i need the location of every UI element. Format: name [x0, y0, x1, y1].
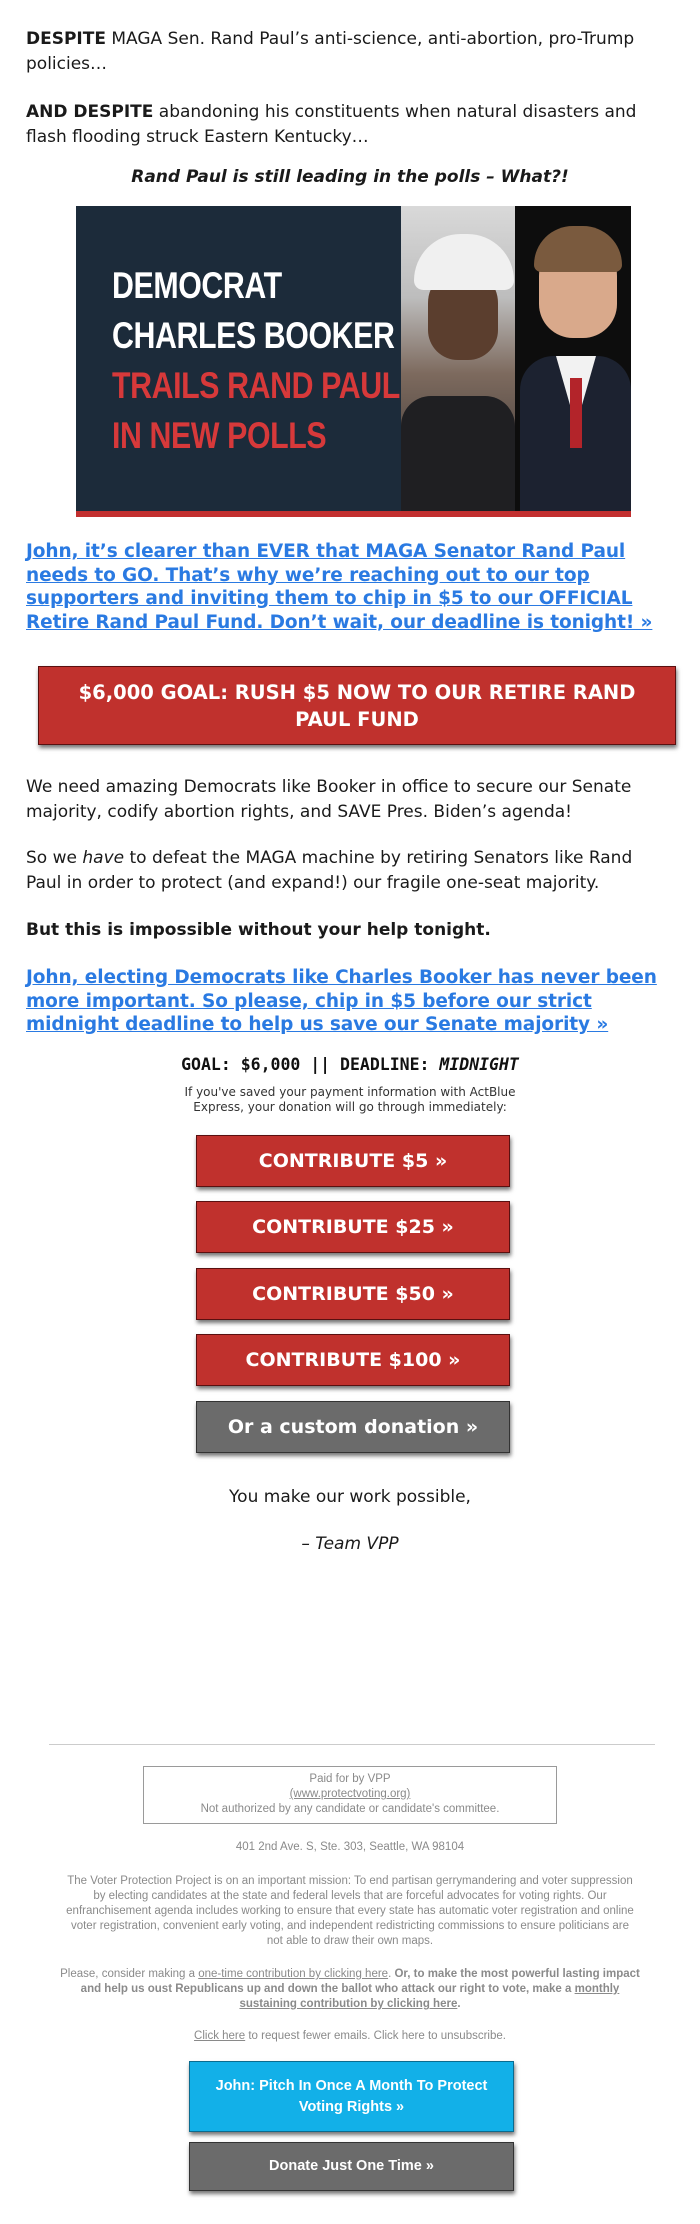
fewer-emails-link[interactable]: Click here	[194, 2030, 246, 2042]
defeat-text-b: to defeat the MAGA machine by retiring Senators like Rand Paul in order to protect (and expand!) our fragile one-seat majority.	[26, 848, 633, 893]
defeat-text-emphasis: have	[82, 848, 125, 868]
intro-lead-despite: DESPITE	[26, 29, 106, 49]
contribute-100-label: CONTRIBUTE $100 »	[245, 1349, 461, 1371]
hero-image[interactable]	[76, 206, 631, 517]
booker-photo-body	[401, 396, 515, 511]
hero-line-2: CHARLES BOOKER	[112, 315, 395, 356]
rand-paul-photo-tie	[570, 378, 582, 448]
impossible-paragraph: But this is impossible without your help tonight.	[26, 920, 491, 940]
charles-booker-link[interactable]: John, electing Democrats like Charles Booker has never been more important. So please, chip in $5 before our strict midnight deadline to help us save our Senate majority »	[26, 967, 657, 1035]
intro-paragraph-1	[26, 27, 666, 77]
custom-donation-label: Or a custom donation »	[227, 1416, 479, 1438]
monthly-donation-button[interactable]	[189, 2061, 514, 2132]
intro-text-2: abandoning his constituents when natural disasters and flash flooding struck Eastern Kentucky…	[26, 102, 637, 147]
one-time-contribution-link[interactable]: one-time contribution by clicking here	[198, 1968, 389, 1980]
contribute-50-button[interactable]	[196, 1268, 510, 1320]
defeat-maga-paragraph	[26, 846, 666, 896]
actblue-note: If you've saved your payment information with ActBlue Express, your donation will go through immediately:	[184, 1085, 516, 1114]
contribution-prompt	[60, 1967, 640, 2012]
contribute-25-label: CONTRIBUTE $25 »	[252, 1216, 454, 1238]
consider-bold-text: Or, to make the most powerful lasting impact and help us oust Republicans up and down the ballot who attack our right to vote, make a	[80, 1968, 640, 1995]
consider-text: Please, consider making a	[60, 1968, 199, 1980]
contribute-50-label: CONTRIBUTE $50 »	[252, 1283, 454, 1305]
contribute-25-button[interactable]	[196, 1201, 510, 1253]
contribute-100-button[interactable]	[196, 1334, 510, 1386]
goal-rush-button-label: $6,000 GOAL: RUSH $5 NOW TO OUR RETIRE RAND PAUL FUND	[78, 681, 636, 731]
contribute-5-button[interactable]	[196, 1135, 510, 1187]
goal-rush-button[interactable]	[38, 666, 676, 745]
hero-headline	[112, 261, 400, 461]
contribute-5-label: CONTRIBUTE $5 »	[258, 1150, 448, 1172]
goal-deadline-line	[0, 1055, 700, 1074]
one-time-donation-label: Donate Just One Time »	[269, 2158, 434, 2174]
address: 401 2nd Ave. S, Ste. 303, Seattle, WA 98104	[235, 1841, 465, 1853]
not-authorized-text: Not authorized by any candidate or candidate's committee.	[200, 1803, 500, 1815]
footer-divider	[49, 1744, 655, 1745]
monthly-contribution-link[interactable]: monthly sustaining contribution by clicking here	[239, 1983, 620, 2010]
site-link-row	[144, 1787, 556, 1802]
paid-for-box	[143, 1766, 557, 1824]
fewer-emails-text: to request fewer emails. Click here to unsubscribe.	[245, 2030, 506, 2042]
paid-for-text: Paid for by VPP	[309, 1773, 391, 1785]
consider-end: .	[457, 1998, 461, 2010]
hero-line-1: DEMOCRAT	[112, 265, 282, 306]
site-link[interactable]: (www.protectvoting.org)	[289, 1788, 411, 1800]
one-time-donation-button[interactable]	[189, 2142, 514, 2191]
need-democrats-paragraph: We need amazing Democrats like Booker in office to secure our Senate majority, codify abortion rights, and SAVE Pres. Biden’s agenda!	[26, 777, 632, 822]
intro-paragraph-2	[26, 100, 666, 150]
defeat-text-a: So we	[26, 848, 83, 868]
intro-text-1: MAGA Sen. Rand Paul’s anti-science, anti-abortion, pro-Trump policies…	[26, 29, 635, 74]
headline: Rand Paul is still leading in the polls – What?!	[131, 167, 569, 187]
signature: – Team VPP	[301, 1534, 399, 1554]
intro-lead-and-despite: AND DESPITE	[26, 102, 154, 122]
retire-rand-paul-link[interactable]: John, it’s clearer than EVER that MAGA Senator Rand Paul needs to GO. That’s why we’re reaching out to our top supporters and inviting them to chip in $5 to our OFFICIAL Retire Rand Paul Fund. Don’t wait, our deadline is tonight! »	[26, 541, 653, 633]
mission-statement: The Voter Protection Project is on an important mission: To end partisan gerrymandering and voter suppression by electing candidates at the state and federal levels that are forceful advocates for voting rights. Our enfranchisement agenda includes working to ensure that every state has automatic voter registration and online voter registration, convenient early voting, and independent redistricting commissions to ensure politicians are not able to draw their own maps.	[66, 1875, 634, 1947]
signoff: You make our work possible,	[229, 1487, 471, 1507]
custom-donation-button[interactable]	[196, 1401, 510, 1453]
hero-line-3: TRAILS RAND PAUL	[112, 365, 400, 406]
email-preferences	[0, 2029, 700, 2044]
hero-line-4: IN NEW POLLS	[112, 415, 327, 456]
consider-text-b: .	[388, 1968, 395, 1980]
monthly-donation-label: John: Pitch In Once A Month To Protect Voting Rights »	[215, 2078, 488, 2115]
hero-accent-bar	[76, 511, 631, 517]
deadline-midnight: MIDNIGHT	[439, 1055, 519, 1074]
goal-deadline-text: GOAL: $6,000 || DEADLINE:	[181, 1055, 440, 1074]
